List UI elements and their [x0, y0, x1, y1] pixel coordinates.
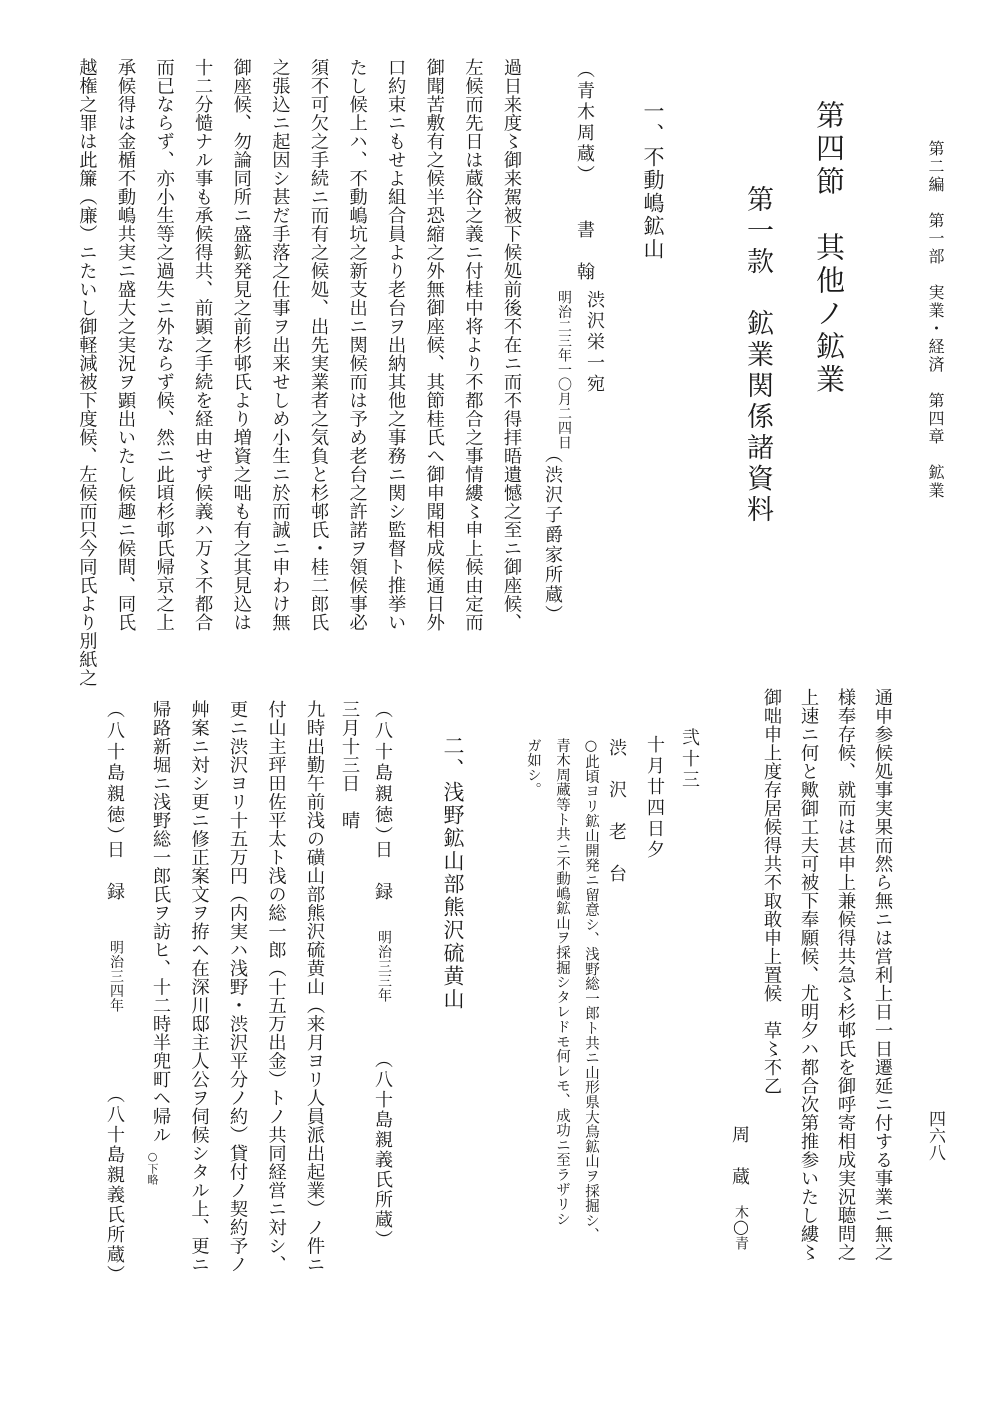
date-year: 弐十三	[679, 728, 700, 791]
signature-name: 周 蔵	[729, 1125, 750, 1188]
section-title: 第四節 其他ノ鉱業	[812, 100, 846, 397]
letter-author: （青木周蔵）	[574, 60, 595, 186]
subsection-title: 第一款 鉱業関係諸資料	[742, 185, 773, 526]
text-column: たし候上ハ、不動嶋坑之新支出ニ関候而は予め老台之許諾ヲ領候事必	[346, 58, 368, 632]
text-column: 左候而先日は蔵谷之義ニ付桂中将より不都合之事情縷〻申上候由定而	[462, 58, 484, 632]
text-column: 御聞苦敷有之候半恐縮之外無御座候、其節桂氏へ御申聞相成候通日外	[423, 58, 445, 632]
text-column: 過日来度〻御来駕被下候処前後不在ニ而不得拝晤遺憾之至ニ御座候、	[501, 58, 522, 632]
diary2-year: 明治三四年	[108, 940, 124, 1013]
page-number: 四六八	[925, 1110, 945, 1161]
signature-seal: 木◯青	[733, 1205, 749, 1251]
letter-date: 明治二三年一〇月二四日	[556, 290, 572, 450]
text-column: 通申参候処事実果而然ら無ニは営利上日一日遷延ニ付する事業ニ無之	[872, 688, 893, 1262]
text-column: 付山主玶田佐平太ト浅の総一郎（十五万出金）トノ共同経営ニ対シ、	[265, 700, 287, 1274]
diary1-author: （八十島親徳）	[372, 700, 393, 847]
text-column: 御座候、勿論同所ニ盛鉱発見之前杉邨氏より増資之咄も有之其見込は	[230, 58, 252, 632]
text-column: 十二分慥ナル事も承候得共、前顕之手続を経由せず候義ハ万〻不都合	[192, 58, 214, 632]
text-column: ○此頃ヨリ鉱山開発ニ留意シ、浅野総一郎ト共ニ山形県大鳥鉱山ヲ採掘シ、	[583, 738, 599, 1243]
text-column: 御咄申上度存居候得共不取敢申上置候 草〻不乙	[761, 688, 782, 1095]
diary2-source: （八十島親義氏所蔵）	[104, 1085, 125, 1285]
omit-mark: ○下略	[146, 1150, 159, 1185]
item2-heading: 二、浅野鉱山部熊沢硫黄山	[441, 735, 465, 1011]
text-column: 帰路新堀ニ浅野総一郎氏ヲ訪ヒ、十二時半兜町ヘ帰ル	[150, 700, 171, 1144]
diary1-date: 三月十三日 晴	[339, 700, 360, 830]
diary1-year: 明治三三年	[376, 930, 392, 1003]
text-column: 艸案ニ対シ更ニ修正案文ヲ拵ヘ在深川邸主人公ヲ伺候シタル上、更ニ	[188, 700, 210, 1274]
text-column: 承候得は金楯不動嶋共実ニ盛大之実況ヲ顕出いたし候趣ニ候間、同氏	[115, 58, 136, 632]
letter-type: 書 翰	[574, 220, 595, 283]
text-column: 九時出勤午前浅の磺山部熊沢硫黄山（来月ヨリ人員派出起業）ノ件ニ	[304, 700, 325, 1274]
running-head: 第二編 第一部 実業・経済 第四章 鉱業	[926, 140, 945, 500]
date-day: 十月廿四日夕	[644, 735, 665, 861]
text-column: 口約束ニもせよ組合員より老台ヲ出納其他之事務ニ関シ監督ト推挙い	[385, 58, 407, 632]
diary2-title: 日 録	[104, 840, 125, 903]
text-column: 青木周蔵等ト共ニ不動嶋鉱山ヲ採掘シタレドモ何レモ、成功ニ至ラザリシ	[554, 738, 570, 1227]
source-note: （渋沢子爵家所蔵）	[542, 445, 563, 625]
text-column: 様奉存候、就而は甚申上兼候得共急〻杉邨氏を御呼寄相成実況聴問之	[835, 688, 856, 1262]
text-column: 而已ならず、亦小生等之過失ニ外ならず候、然ニ此頃杉邨氏帰京之上	[153, 58, 175, 632]
diary2-author: （八十島親徳）	[104, 700, 125, 847]
text-column: 越権之罪は此簾（廉）ニたいし御軽減被下度候、左候而只今同氏より別紙之	[76, 58, 98, 687]
addressee: 渋 沢 老 台	[606, 738, 627, 885]
text-column: 上速ニ何と歟御工夫可被下奉願候、尤明夕ハ都合次第推参いたし縷〻	[798, 688, 819, 1262]
text-column: 須不可欠之手続ニ而有之候処、出先実業者之気負と杉邨氏・桂二郎氏	[308, 58, 329, 632]
text-column: 之張込ニ起因シ甚だ手落之仕事ヲ出来せしめ小生ニ於而誠ニ申わけ無	[269, 58, 291, 632]
diary1-title: 日 録	[372, 840, 393, 903]
text-column: ガ如シ。	[525, 738, 541, 798]
diary1-source: （八十島親義氏所蔵）	[372, 1050, 393, 1250]
text-column: 更ニ渋沢ヨリ十五万円（内実ハ浅野・渋沢平分ノ約）貸付ノ契約予ノ	[227, 700, 248, 1274]
letter-recipient: 渋沢栄一宛	[584, 290, 605, 395]
item-heading: 一、不動嶋鉱山	[641, 100, 665, 261]
